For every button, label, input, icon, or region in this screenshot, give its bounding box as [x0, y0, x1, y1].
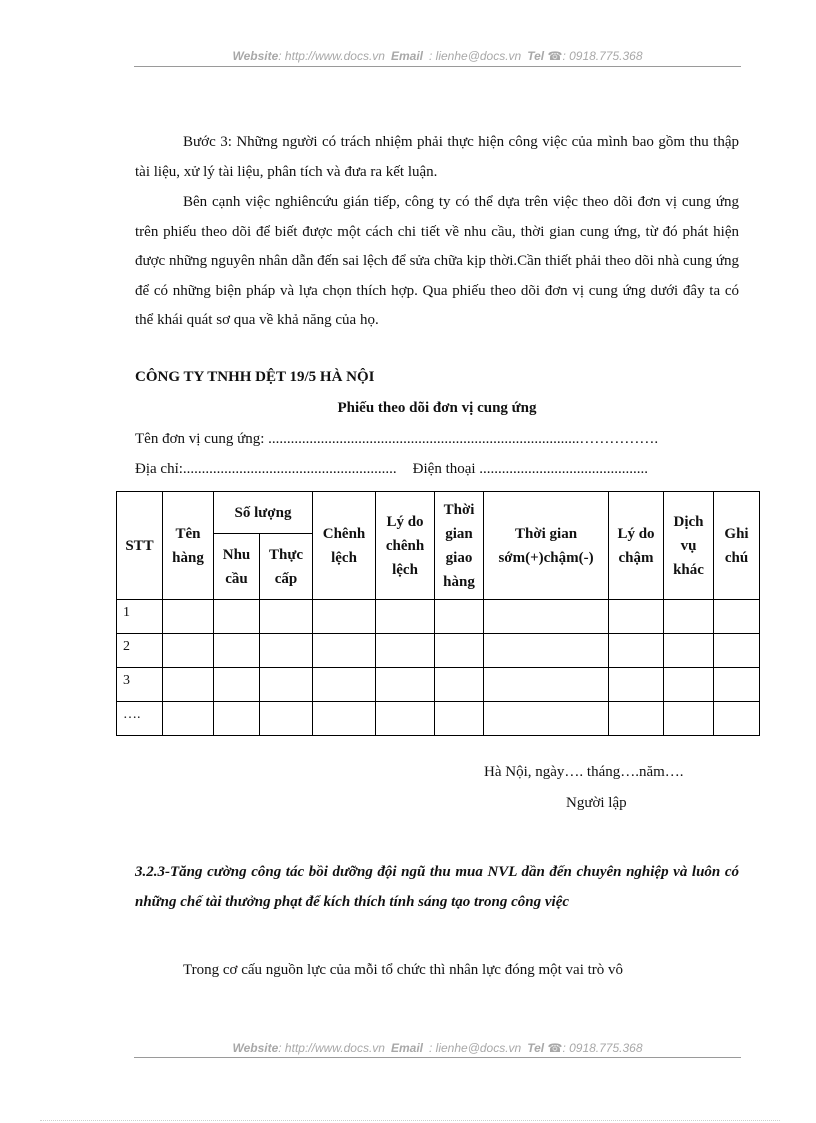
col-late-reason: Lý do chậm — [609, 492, 664, 600]
footer-rule — [134, 1057, 741, 1058]
email-label: Email — [390, 49, 423, 63]
col-actual: Thực cấp — [260, 534, 313, 600]
email-label: Email — [390, 1041, 423, 1055]
paragraph-step-3: Bước 3: Những người có trách nhiệm phải thực hiện công việc của mình bao gồm thu thập tài liệu, xử lý tài liệu, phân tích và đưa ra kết luận. — [135, 134, 739, 180]
website-value: : http://www.docs.vn — [278, 1041, 385, 1055]
paragraph-indirect-research: Bên cạnh việc nghiêncứu gián tiếp, công ty có thể dựa trên việc theo dõi đơn vị cung ứng trên phiếu theo dõi để biết được một cách chi tiết về nhu cầu, thời gian cung ứng, từ đó phát hiện được những nguyên nhân dẫn đến sai lệch để sửa chữa kịp thời.Cần thiết phải theo dõi nhà cung ứng để có những biện pháp và lựa chọn thích hợp. Qua phiếu theo dõi đơn vị cung ứng dưới đây ta có thể khái quát sơ qua về khả năng của họ. — [135, 194, 739, 328]
address-phone-line — [135, 461, 648, 478]
col-note: Ghi chú — [714, 492, 760, 600]
tel-label: Tel — [527, 1041, 545, 1055]
col-quantity: Số lượng — [214, 492, 313, 534]
col-early-late: Thời gian sớm(+)chậm(-) — [484, 492, 609, 600]
phone-icon: ☎ — [547, 49, 563, 63]
place-date: Hà Nội, ngày…. tháng….năm…. — [484, 764, 684, 780]
table-row — [117, 702, 760, 736]
paragraph-human-resources: Trong cơ cấu nguồn lực của mỗi tổ chức thì nhân lực đóng một vai trò vô — [183, 962, 624, 978]
row-number: 3 — [117, 668, 163, 702]
row-number: …. — [117, 702, 163, 736]
tel-value: : 0918.775.368 — [562, 49, 643, 63]
tel-label: Tel — [527, 49, 545, 63]
supplier-name-line: Tên đơn vị cung ứng: ...................................................................................……………. — [135, 431, 659, 447]
email-value: : lienhe@docs.vn — [429, 1041, 522, 1055]
col-delivery-time: Thời gian giao hàng — [435, 492, 484, 600]
company-name: CÔNG TY TNHH DỆT 19/5 HÀ NỘI — [135, 369, 375, 385]
prepared-by: Người lập — [566, 795, 627, 811]
col-difference: Chênh lệch — [313, 492, 376, 600]
table-row — [117, 634, 760, 668]
table-row — [117, 668, 760, 702]
website-value: : http://www.docs.vn — [278, 49, 385, 63]
page-footer — [134, 1041, 741, 1055]
section-heading: 3.2.3-Tăng cường công tác bồi dưỡng đội ngũ thu mua NVL dần đến chuyên nghiệp và luôn có những chế tài thưởng phạt để kích thích tính sáng tạo trong công việc — [135, 864, 739, 910]
page-edge-divider — [40, 1120, 780, 1121]
phone-icon: ☎ — [547, 1041, 563, 1055]
form-title: Phiếu theo dõi đơn vị cung ứng — [337, 400, 537, 416]
col-diff-reason: Lý do chênh lệch — [376, 492, 435, 600]
phone-line: Điện thoại ............................................. — [412, 461, 649, 477]
tel-value: : 0918.775.368 — [562, 1041, 643, 1055]
row-number: 2 — [117, 634, 163, 668]
row-number: 1 — [117, 600, 163, 634]
col-stt: STT — [117, 492, 163, 600]
website-label: Website — [232, 49, 279, 63]
supplier-tracking-table — [116, 491, 760, 736]
header-rule — [134, 66, 741, 67]
website-label: Website — [232, 1041, 279, 1055]
col-item-name: Tên hàng — [163, 492, 214, 600]
address-line: Địa chỉ:......................................................... — [135, 461, 397, 477]
page-header — [134, 49, 741, 63]
table-row — [117, 600, 760, 634]
col-other-service: Dịch vụ khác — [664, 492, 714, 600]
col-demand: Nhu cầu — [214, 534, 260, 600]
email-value: : lienhe@docs.vn — [429, 49, 522, 63]
